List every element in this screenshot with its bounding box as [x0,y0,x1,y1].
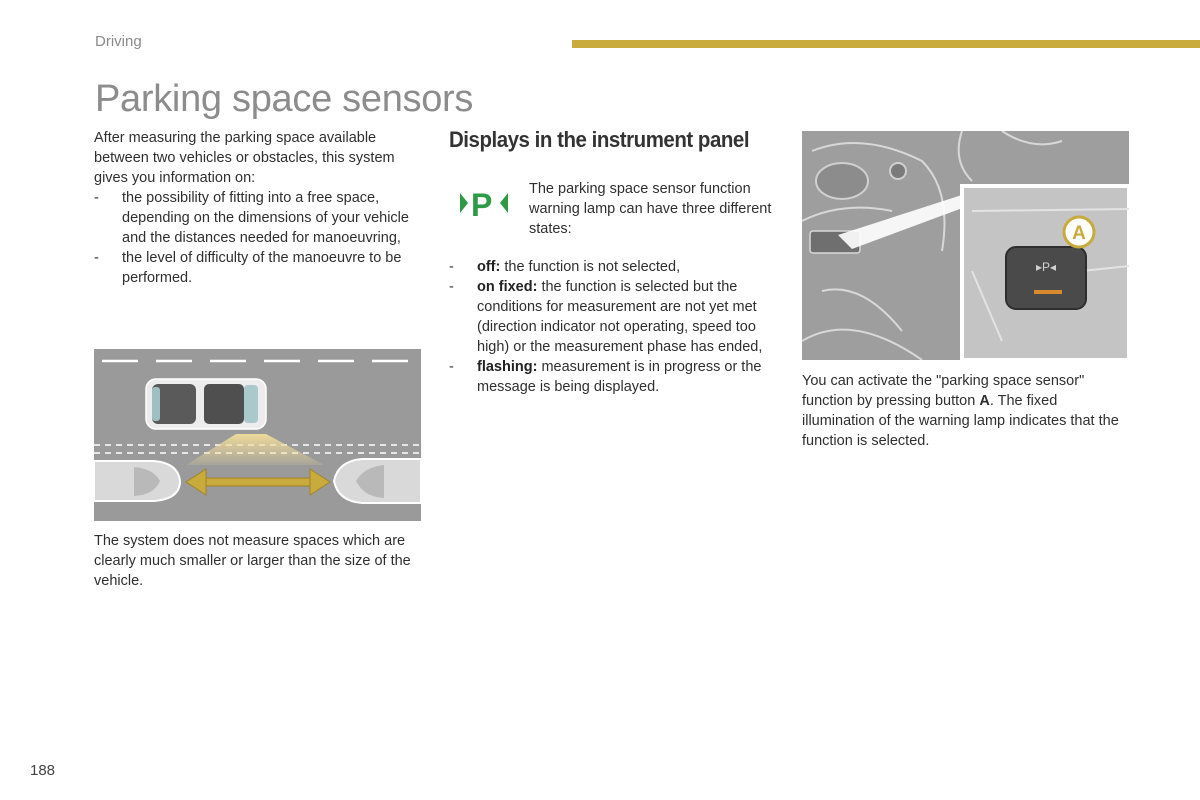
button-reference: A [979,393,990,409]
activation-text: You can activate the "parking space sensor" function by pressing button A. The fixed illumination of the warning lamp indicates that the function is selected. [802,373,1119,449]
parking-space-illustration [94,349,421,521]
state-desc: measurement is in progress or the message is being displayed. [477,359,762,395]
section-label: Driving [95,33,142,50]
state-item-flashing [449,357,784,397]
state-desc: the function is selected but the conditions for measurement are not yet met (direction indicator not operating, speed too high) or the measurement phase has ended, [477,279,763,355]
state-term: flashing: [477,359,538,375]
state-item-off [449,257,784,277]
parking-sensor-lamp-icon [460,186,510,220]
intro-paragraph: After measuring the parking space available between two vehicles or obstacles, this system gives you information on: [94,130,395,186]
state-item-on-fixed [449,277,784,357]
page-title: Parking space sensors [95,78,474,120]
states-list [449,257,784,397]
svg-text:▸P◂: ▸P◂ [1035,260,1057,274]
state-term: on fixed: [477,279,538,295]
lamp-states [449,257,784,397]
dashboard-button-illustration [802,131,1129,360]
page-number: 188 [30,762,56,779]
list-item: - the possibility of fitting into a free space, depending on the dimensions of your vehicle and the distances needed for manoeuvring, [94,188,424,248]
lamp-description: The parking space sensor function warning lamp can have three different states: [529,181,772,237]
limitation-note: The system does not measure spaces which are clearly much smaller or larger than the size of the vehicle. [94,533,411,589]
intro-section [94,128,424,288]
svg-text:P: P [471,187,493,220]
state-desc: the function is not selected, [500,259,681,275]
section-heading: Displays in the instrument panel [449,127,750,152]
list-item: - the level of difficulty of the manoeuvre to be performed. [94,248,424,288]
state-term: off: [477,259,501,275]
callout-a-label: A [1072,223,1086,244]
header-rule [572,40,1200,48]
intro-list [94,188,424,288]
